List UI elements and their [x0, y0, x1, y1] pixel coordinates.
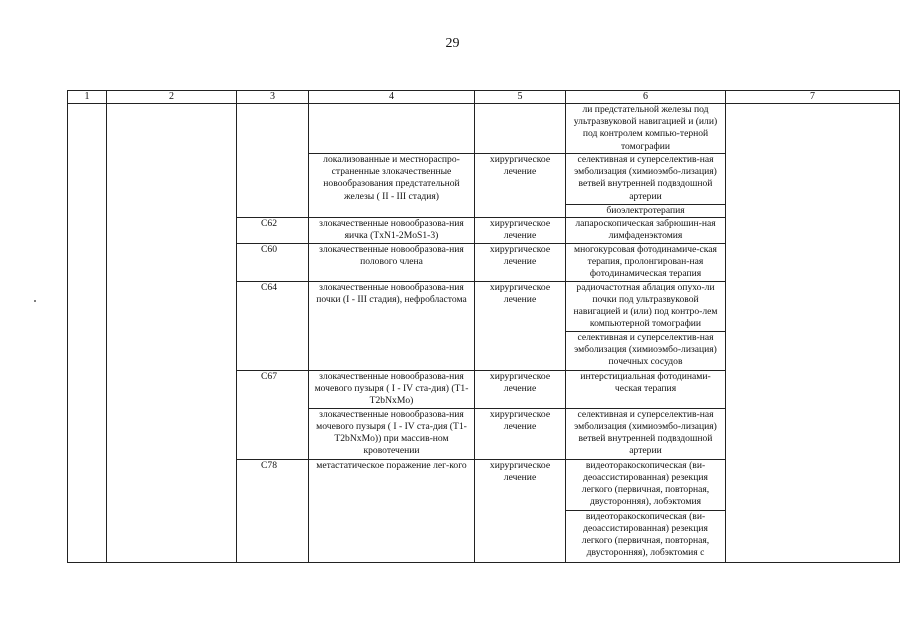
code-cell: С64 — [237, 281, 309, 370]
treatment-cell: хирургическое лечение — [475, 408, 566, 459]
treatment-cell: хирургическое лечение — [475, 243, 566, 281]
method-cell: радиочастотная аблация опухо-ли почки под ультразвуковой навигацией и (или) под контро-лем компьютерной томографии — [566, 281, 726, 331]
treatment-cell: хирургическое лечение — [475, 370, 566, 408]
treatment-cell: хирургическое лечение — [475, 281, 566, 370]
code-cell: С62 — [237, 218, 309, 243]
diagnosis-cell: злокачественные новообразова-ния почки (I - III стадия), нефробластома — [309, 281, 475, 370]
treatment-cell: хирургическое лечение — [475, 459, 566, 562]
code-cell: С67 — [237, 370, 309, 459]
col1-cell — [68, 104, 107, 563]
code-cell — [237, 104, 309, 218]
header-col-3: 3 — [237, 91, 309, 104]
method-cell: селективная и суперселектив-ная эмболизация (химиоэмбо-лизация) почечных сосудов — [566, 331, 726, 370]
method-cell: видеоторакоскопическая (ви-деоассистированная) резекция легкого (первичная, повторная, двусторонняя), лобэктомия с — [566, 510, 726, 562]
page-number: 29 — [445, 36, 460, 51]
header-col-6: 6 — [566, 91, 726, 104]
treatment-cell — [475, 104, 566, 154]
header-col-7: 7 — [726, 91, 900, 104]
code-cell: С78 — [237, 459, 309, 562]
diagnosis-cell: злокачественные новообразова-ния мочевого пузыря ( I - IV ста-дия) (T1-T2bNxMo) — [309, 370, 475, 408]
treatment-cell: хирургическое лечение — [475, 218, 566, 243]
treatment-cell: хирургическое лечение — [475, 154, 566, 218]
diagnosis-cell: метастатическое поражение лег-кого — [309, 459, 475, 562]
header-col-2: 2 — [107, 91, 237, 104]
col2-cell — [107, 104, 237, 563]
header-col-4: 4 — [309, 91, 475, 104]
diagnosis-cell: злокачественные новообразова-ния яичка (TxN1-2MoS1-3) — [309, 218, 475, 243]
diagnosis-cell: злокачественные новообразова-ния мочевого пузыря ( I - IV ста-дия (T1-T2bNxMo)) при массив-ном кровотечении — [309, 408, 475, 459]
method-cell: лапароскопическая забрюшин-ная лимфаденэктомия — [566, 218, 726, 243]
method-cell: ли предстательной железы под ультразвуковой навигацией и (или) под контролем компью-терной томографии — [566, 104, 726, 154]
header-col-1: 1 — [68, 91, 107, 104]
table-row — [68, 104, 900, 154]
diagnosis-cell: локализованные и местнораспро-страненные злокачественные новообразования предстательной железы ( II - III стадия) — [309, 154, 475, 218]
diagnosis-cell — [309, 104, 475, 154]
col7-cell — [726, 104, 900, 563]
method-cell: биоэлектротерапия — [566, 205, 726, 218]
diagnosis-cell: злокачественные новообразова-ния полового члена — [309, 243, 475, 281]
header-row — [68, 91, 900, 104]
method-cell: многокурсовая фотодинамиче-ская терапия, пролонгирован-ная фотодинамическая терапия — [566, 243, 726, 281]
procedures-table — [67, 90, 900, 563]
code-cell: С60 — [237, 243, 309, 281]
method-cell: интерстициальная фотодинами-ческая терапия — [566, 370, 726, 408]
method-cell: селективная и суперселектив-ная эмболизация (химиоэмбо-лизация) ветвей внутренней подвздошной артерии — [566, 154, 726, 205]
method-cell: селективная и суперселектив-ная эмболизация (химиоэмбо-лизация) ветвей внутренней подвздошной артерии — [566, 408, 726, 459]
header-col-5: 5 — [475, 91, 566, 104]
method-cell: видеоторакоскопическая (ви-деоассистированная) резекция легкого (первичная, повторная, двусторонняя), лобэктомия — [566, 459, 726, 510]
scan-mark — [34, 300, 36, 302]
